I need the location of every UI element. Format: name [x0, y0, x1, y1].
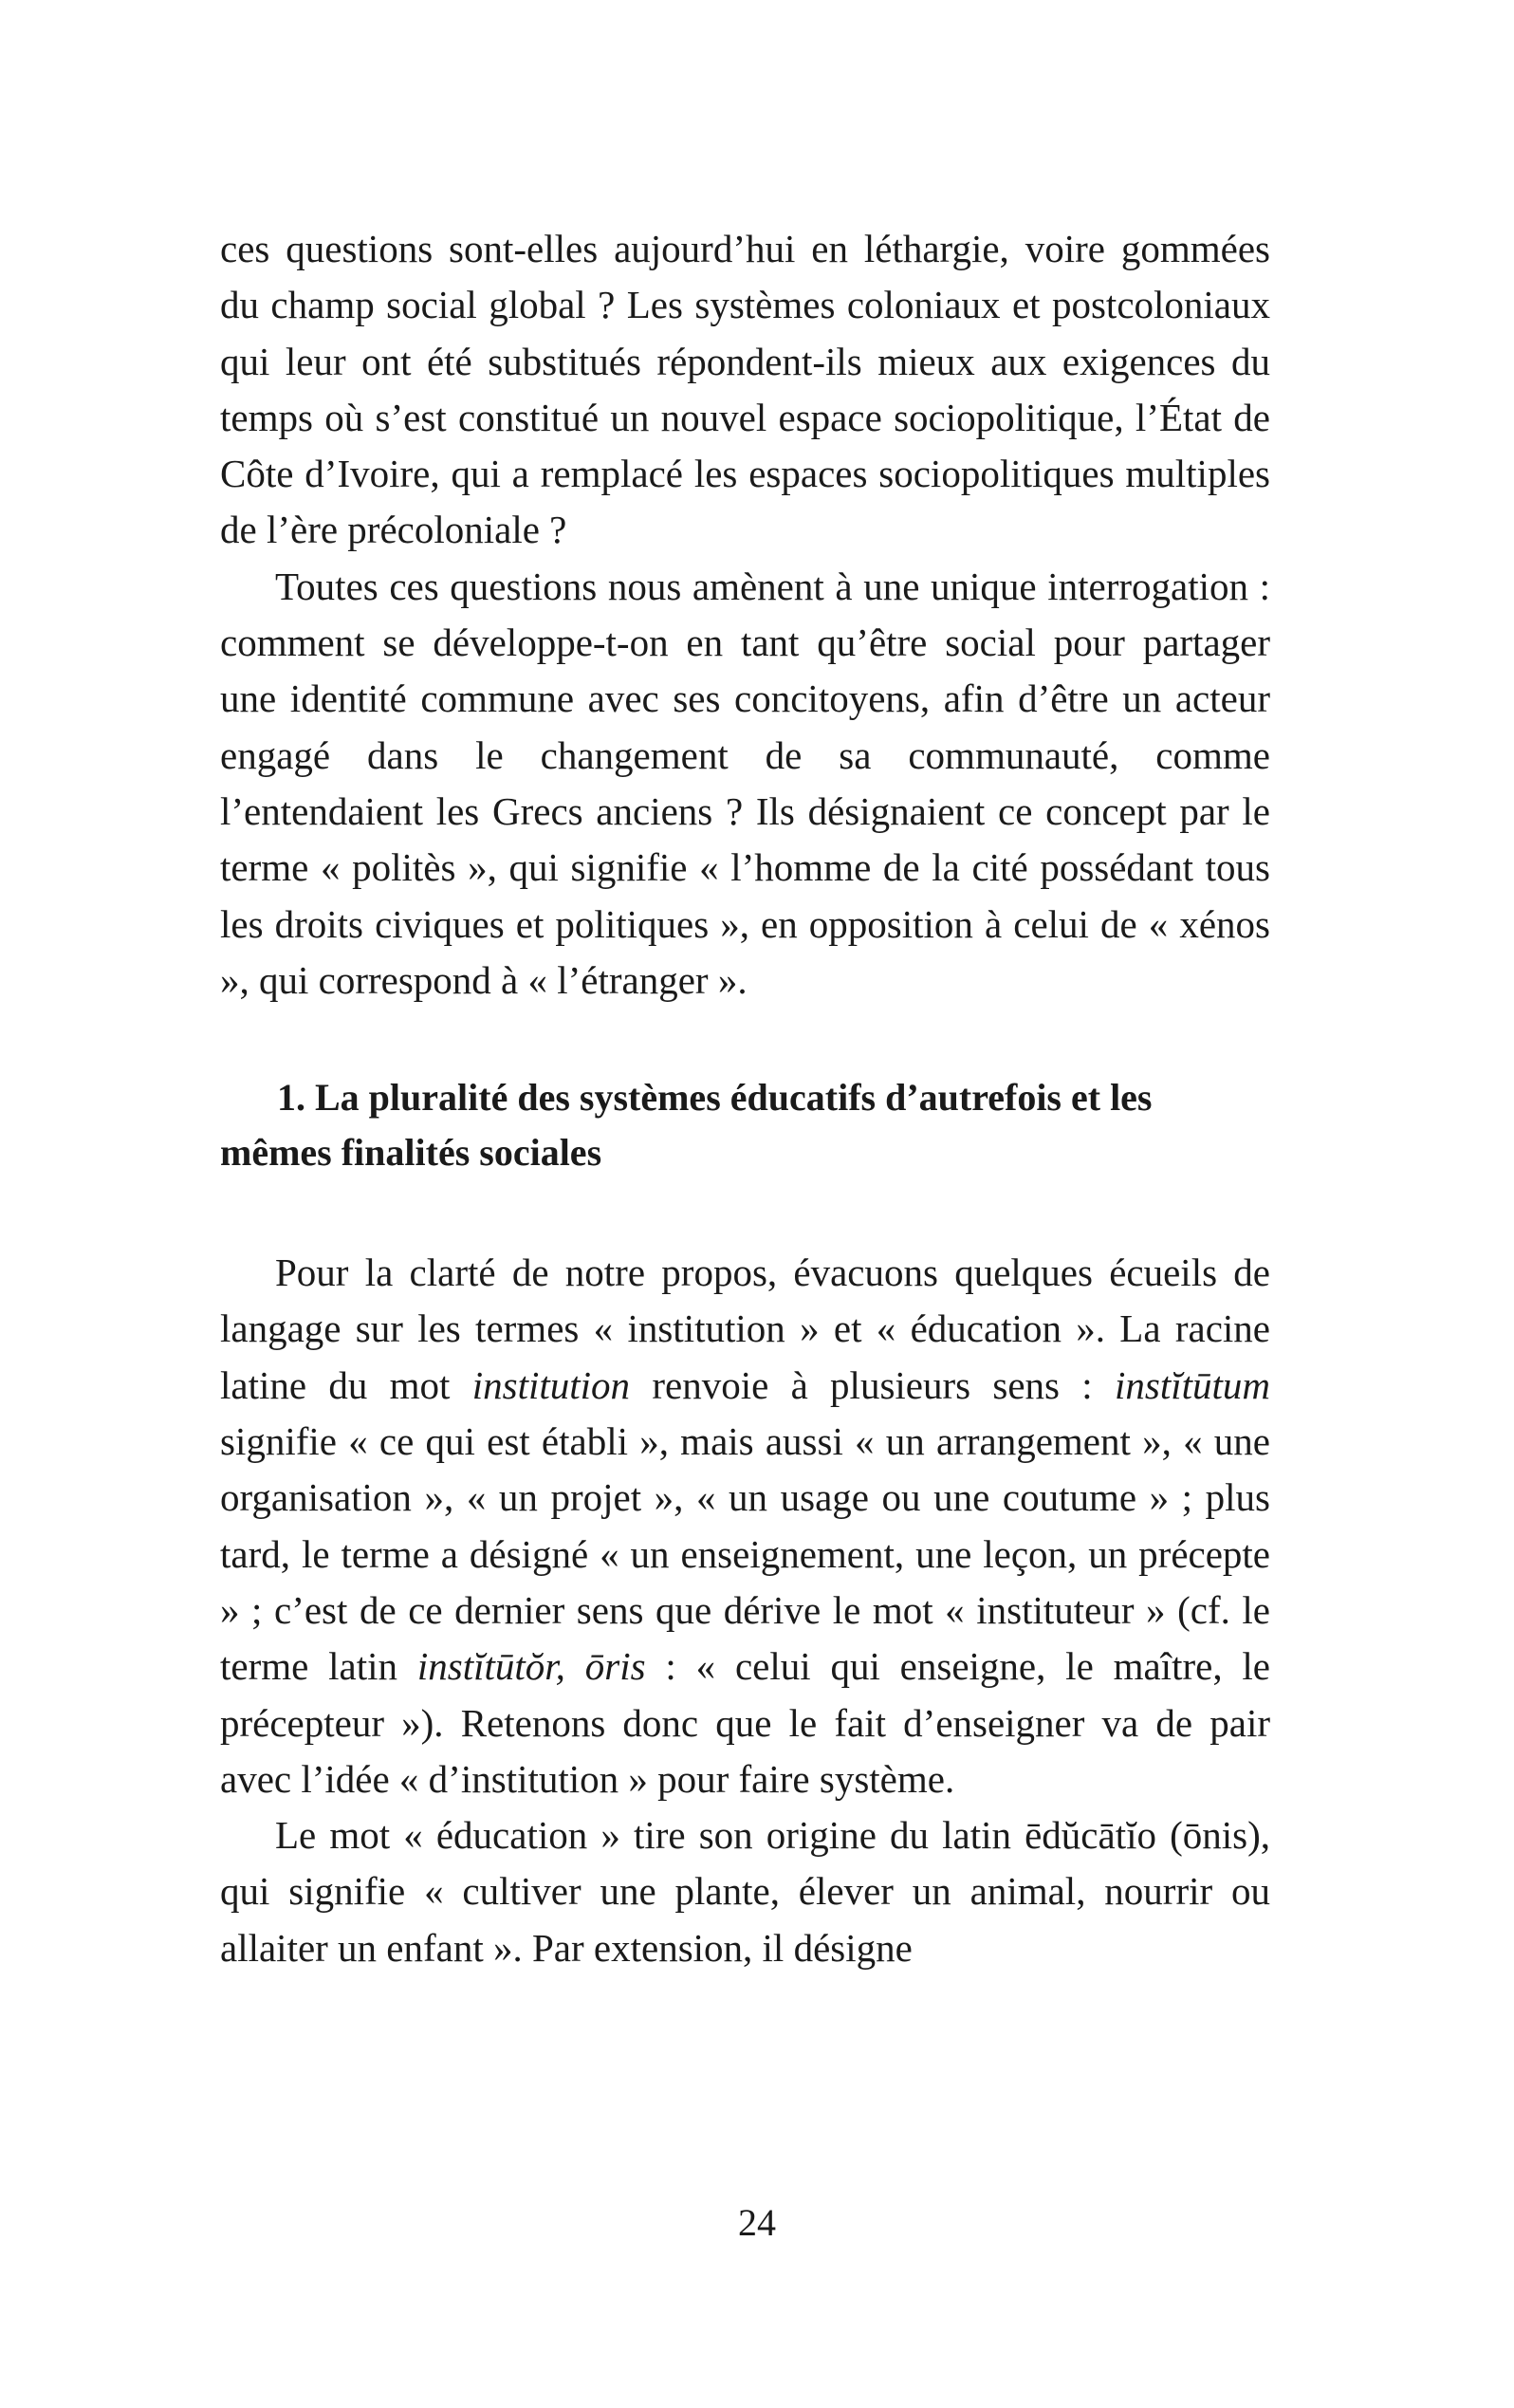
paragraph-3-text-e: signifie « ce qui est établi », mais aussi « un arrangement », « une organisation », « un projet », « un usage ou une coutume » ; plus tard, le terme a désigné « un enseignement, une leçon, un précepte » ; c’est de ce dernier sens que dérive le mot « instituteur » (cf. le terme latin: [220, 1419, 1270, 1689]
paragraph-3-text-c: renvoie à plusieurs sens :: [630, 1362, 1115, 1407]
page-number: 24: [738, 2201, 776, 2244]
section-heading-line-2: mêmes finalités sociales: [220, 1131, 602, 1175]
section-heading-line-1: 1. La pluralité des systèmes éducatifs d’autrefois et les: [277, 1076, 1153, 1120]
section-heading: [220, 1070, 1270, 1180]
paragraph-4: Le mot « éducation » tire son origine du latin ēdŭcātĭo (ōnis), qui signifie « cultiver une plante, élever un animal, nourrir ou allaiter un enfant ». Par extension, il désigne: [220, 1813, 1270, 1970]
paragraph-1: ces questions sont-elles aujourd’hui en léthargie, voire gommées du champ social global ? Les systèmes coloniaux et postcoloniaux qui leur ont été substitués répondent-ils mieux aux exigences du temps où s’est constitué un nouvel espace sociopolitique, l’État de Côte d’Ivoire, qui a remplacé les espaces sociopolitiques multiples de l’ère précoloniale ?: [220, 227, 1270, 552]
paragraph-2: Toutes ces questions nous amènent à une unique interrogation : comment se développe-t-on en tant qu’être social pour partager une identité commune avec ses concitoyens, afin d’être un acteur engagé dans le changement de sa communauté, comme l’entendaient les Grecs anciens ? Ils désignaient ce concept par le terme « politès », qui signifie « l’homme de la cité possédant tous les droits civiques et politiques », en opposition à celui de « xénos », qui correspond à « l’étranger ».: [220, 564, 1270, 1002]
paragraph-3-text-a: Pour la clarté de notre propos, évacuons quelques écueils de langage sur les termes « institution » et « éducation ». La racine latine du mot: [220, 1250, 1270, 1407]
page-body: [220, 221, 1270, 1976]
paragraph-3-italic-institution: institution: [471, 1362, 631, 1407]
paragraph-3-italic-institutor: instĭtūtŏr, ōris: [416, 1644, 646, 1689]
paragraph-3-text-g: : « celui qui enseigne, le maître, le précepteur »). Retenons donc que le fait d’enseigner va de pair avec l’idée « d’institution » pour faire système.: [220, 1644, 1270, 1801]
paragraph-3: [220, 1245, 1270, 1807]
paragraph-3-italic-institutum: instĭtūtum: [1114, 1362, 1270, 1407]
